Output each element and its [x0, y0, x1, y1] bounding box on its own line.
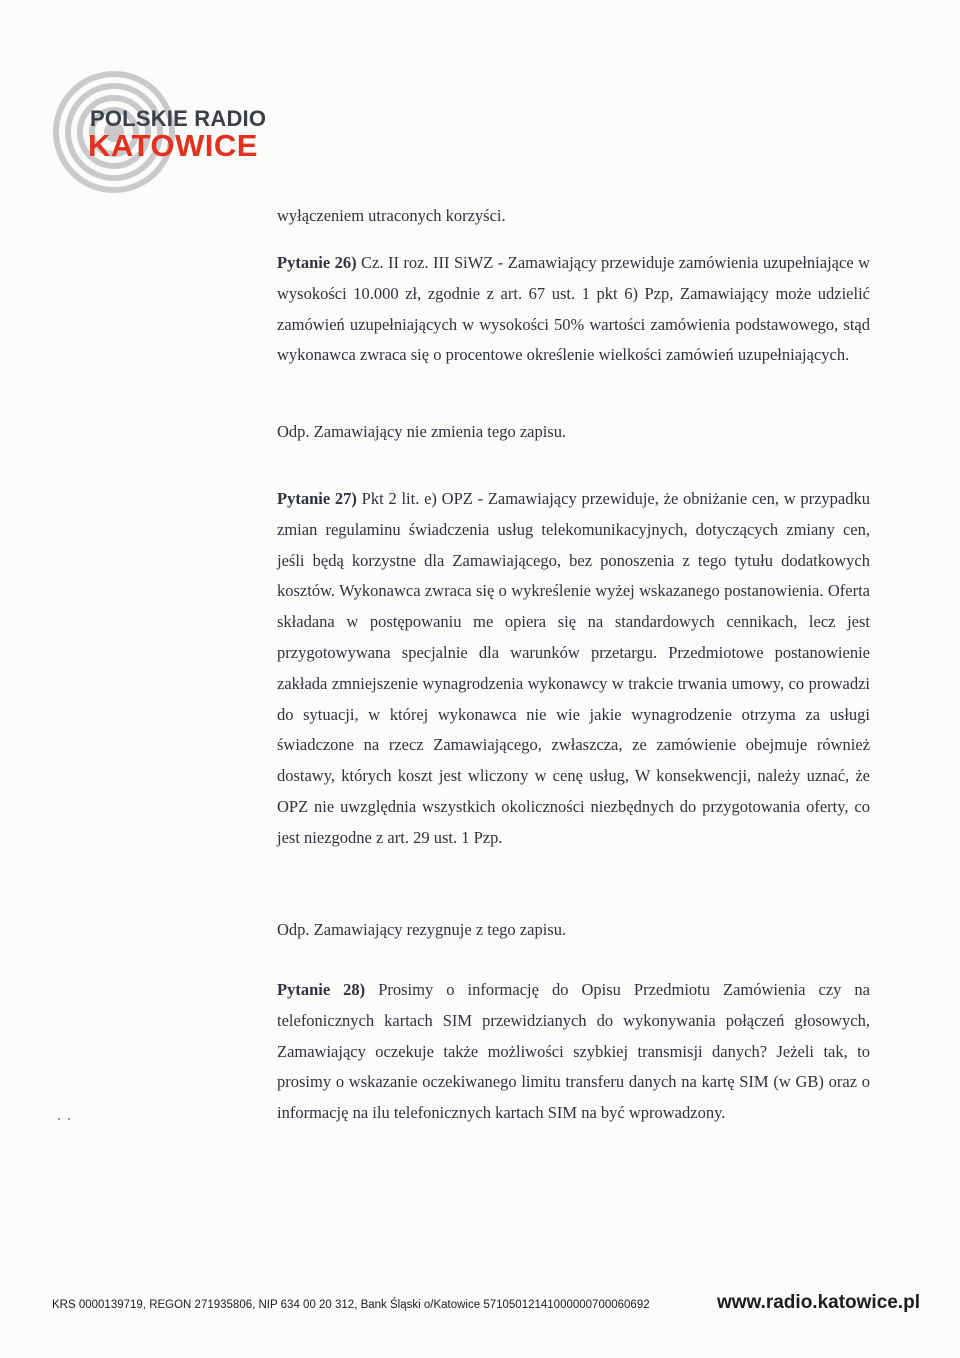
- question-28-text: Prosimy o informację do Opisu Przedmiotu Zamówienia czy na telefonicznych kartach SIM przewidzianych do wykonywania połączeń głosowych, Zamawiający oczekuje także możliwości szybkiej transmisji danych? Jeżeli tak, to prosimy o wskazanie oczekiwanego limitu transferu danych na kartę SIM (w GB) oraz o informację na ilu telefonicznych kartach SIM na być wprowadzony.: [277, 980, 870, 1123]
- question-26: [277, 248, 870, 371]
- radio-logo: [52, 68, 302, 198]
- logo-text-katowice: KATOWICE: [88, 128, 258, 163]
- question-28-label: Pytanie 28): [277, 980, 366, 999]
- scan-speck: [58, 1118, 60, 1120]
- footer-registry-info: KRS 0000139719, REGON 271935806, NIP 634 00 20 312, Bank Śląski o/Katowice 57105012141000000700060692: [52, 1299, 650, 1311]
- footer-website: www.radio.katowice.pl: [716, 1292, 920, 1313]
- answer-26: Odp. Zamawiający nie zmienia tego zapisu.: [277, 422, 567, 441]
- question-27-label: Pytanie 27): [277, 489, 357, 508]
- answer-27: Odp. Zamawiający rezygnuje z tego zapisu.: [277, 920, 567, 939]
- question-26-label: Pytanie 26): [277, 253, 357, 272]
- question-27: [277, 484, 870, 854]
- scan-speck: [68, 1118, 70, 1120]
- continuation-paragraph: wyłączeniem utraconych korzyści.: [277, 206, 506, 225]
- question-28: [277, 975, 870, 1129]
- logo-text-polskie-radio: POLSKIE RADIO: [90, 106, 267, 131]
- question-26-text: Cz. II roz. III SiWZ - Zamawiający przewiduje zamówienia uzupełniające w wysokości 10.000 zł, zgodnie z art. 67 ust. 1 pkt 6) Pzp, Zamawiający może udzielić zamówień uzupełniających w wysokości 50% wartości zamówienia podstawowego, stąd wykonawca zwraca się o procentowe określenie wielkości zamówień uzupełniających.: [277, 253, 871, 365]
- question-27-text: Pkt 2 lit. e) OPZ - Zamawiający przewiduje, że obniżanie cen, w przypadku zmian regulaminu świadczenia usług telekomunikacyjnych, dotyczących zmiany cen, jeśli będą korzystne dla Zamawiającego, bez ponoszenia z tego tytułu dodatkowych kosztów. Wykonawca zwraca się o wykreślenie wyżej wskazanego postanowienia. Oferta składana w postępowaniu me opiera się na standardowych cennikach, lecz jest przygotowywana specjalnie dla warunków przetargu. Przedmiotowe postanowienie zakłada zmniejszenie wynagrodzenia wykonawcy w trakcie trwania umowy, co prowadzi do sytuacji, w której wykonawca nie wie jakie wynagrodzenie otrzyma za usługi świadczone na rzecz Zamawiającego, zwłaszcza, ze zamówienie obejmuje również dostawy, których koszt jest wliczony w cenę usług, W konsekwencji, należy uznać, że OPZ nie uwzględnia wszystkich okoliczności niezbędnych do przygotowania oferty, co jest niezgodne z art. 29 ust. 1 Pzp.: [277, 489, 871, 847]
